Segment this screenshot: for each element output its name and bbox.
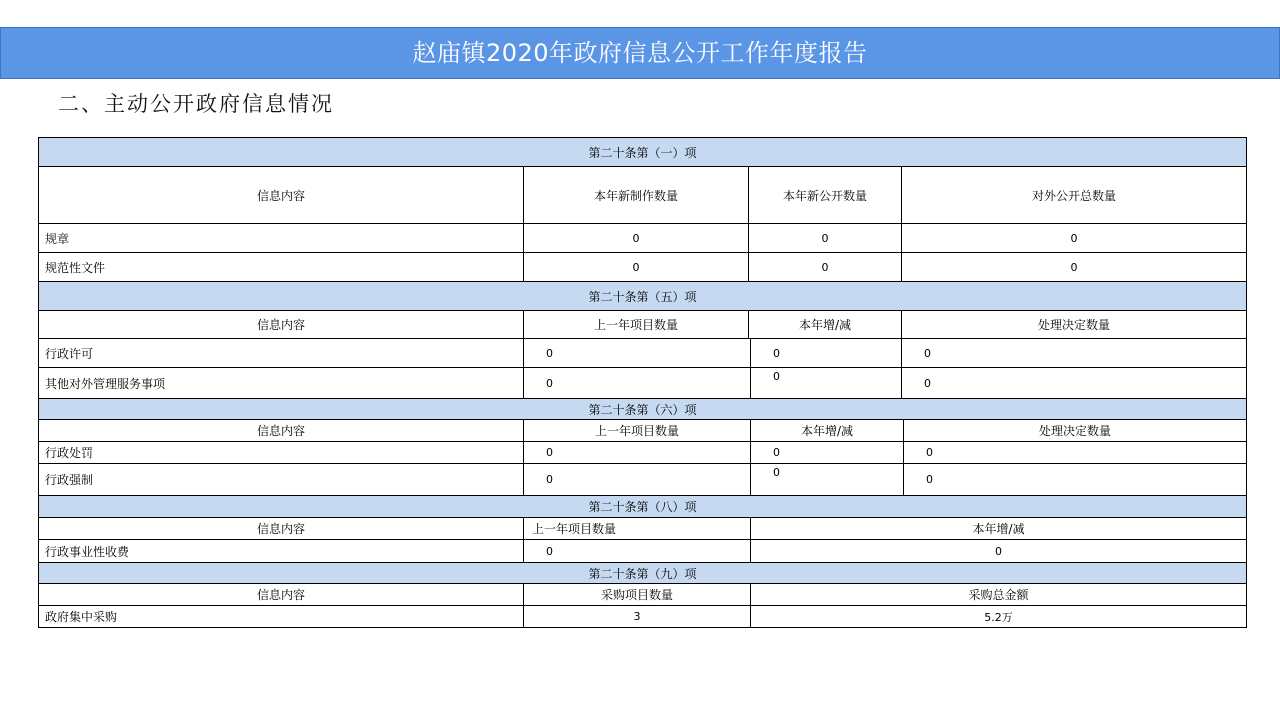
row-label-central-procurement: 政府集中采购 <box>38 605 524 628</box>
table-cell: 0 <box>901 252 1247 282</box>
table-cell: 0 <box>901 223 1247 253</box>
column-header-change: 本年增/减 <box>750 419 904 442</box>
column-header-prev-year: 上一年项目数量 <box>523 419 751 442</box>
section-header-8: 第二十条第（八）项 <box>38 495 1247 518</box>
column-header-content: 信息内容 <box>38 166 524 224</box>
table-cell: 0 <box>523 539 751 563</box>
row-label-other-services: 其他对外管理服务事项 <box>38 367 524 399</box>
row-label-admin-penalty: 行政处罚 <box>38 441 524 464</box>
table-cell: 0 <box>748 252 902 282</box>
table-cell: 0 <box>750 367 902 399</box>
column-header-content: 信息内容 <box>38 310 524 339</box>
row-label-admin-fees: 行政事业性收费 <box>38 539 524 563</box>
table-cell: 0 <box>523 252 749 282</box>
column-header-procurement-count: 采购项目数量 <box>523 583 751 606</box>
section-header-6: 第二十条第（六）项 <box>38 398 1247 420</box>
table-cell: 0 <box>901 338 1247 368</box>
table-cell: 0 <box>750 463 904 496</box>
column-header-decisions: 处理决定数量 <box>901 310 1247 339</box>
column-header-change: 本年增/减 <box>748 310 902 339</box>
column-header-change: 本年增/减 <box>750 517 1247 540</box>
table-cell: 0 <box>523 463 751 496</box>
table-cell: 0 <box>523 441 751 464</box>
table-cell: 0 <box>901 367 1247 399</box>
section-heading: 二、主动公开政府信息情况 <box>58 92 334 116</box>
table-cell: 3 <box>523 605 751 628</box>
column-header-new-made: 本年新制作数量 <box>523 166 749 224</box>
section-header-5: 第二十条第（五）项 <box>38 281 1247 311</box>
table-cell: 0 <box>750 338 902 368</box>
row-label-admin-license: 行政许可 <box>38 338 524 368</box>
table-cell: 0 <box>523 223 749 253</box>
section-header-9: 第二十条第（九）项 <box>38 562 1247 584</box>
table-cell: 0 <box>903 463 1247 496</box>
report-title: 赵庙镇2020年政府信息公开工作年度报告 <box>412 39 868 67</box>
column-header-procurement-amount: 采购总金额 <box>750 583 1247 606</box>
table-cell: 0 <box>903 441 1247 464</box>
column-header-decisions: 处理决定数量 <box>903 419 1247 442</box>
row-label-admin-enforcement: 行政强制 <box>38 463 524 496</box>
table-cell: 0 <box>750 441 904 464</box>
row-label-normative-docs: 规范性文件 <box>38 252 524 282</box>
table-cell: 5.2万 <box>750 605 1247 628</box>
column-header-prev-year: 上一年项目数量 <box>523 310 749 339</box>
column-header-total-published: 对外公开总数量 <box>901 166 1247 224</box>
column-header-prev-year: 上一年项目数量 <box>523 517 751 540</box>
column-header-content: 信息内容 <box>38 517 524 540</box>
table-cell: 0 <box>748 223 902 253</box>
report-title-banner <box>0 27 1280 79</box>
column-header-content: 信息内容 <box>38 583 524 606</box>
column-header-new-published: 本年新公开数量 <box>748 166 902 224</box>
table-cell: 0 <box>750 539 1247 563</box>
table-cell: 0 <box>523 367 751 399</box>
row-label-regulations: 规章 <box>38 223 524 253</box>
table-cell: 0 <box>523 338 751 368</box>
column-header-content: 信息内容 <box>38 419 524 442</box>
section-header-1: 第二十条第（一）项 <box>38 137 1247 167</box>
